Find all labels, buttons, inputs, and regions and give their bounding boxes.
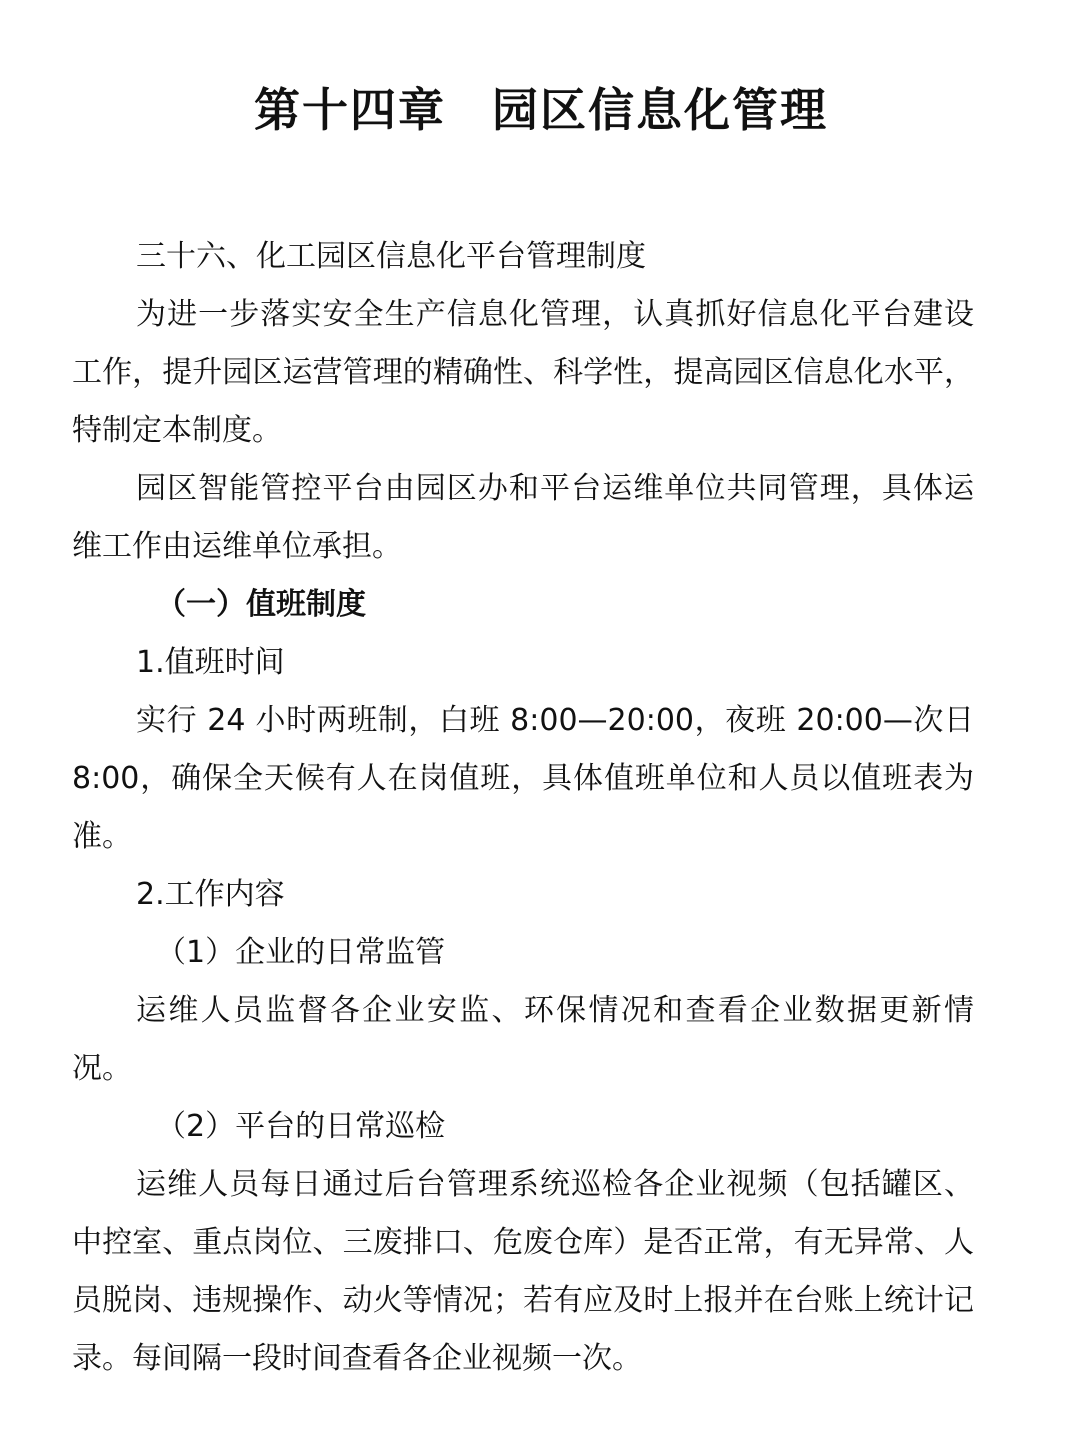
chapter-title [72, 78, 974, 142]
body-paragraph: 园区智能管控平台由园区办和平台运维单位共同管理，具体运维工作由运维单位承担。 [72, 471, 974, 564]
item-heading: 2.工作内容 [136, 877, 285, 912]
chapter-number: 第十四章 [254, 83, 446, 137]
body-paragraph: 运维人员每日通过后台管理系统巡检各企业视频（包括罐区、中控室、重点岗位、三废排口、危废仓库）是否正常，有无异常、人员脱岗、违规操作、动火等情况；若有应及时上报并在台账上统计记录。每间隔一段时间查看各企业视频一次。 [72, 1167, 974, 1376]
body-paragraph: 实行 24 小时两班制，白班 8:00—20:00，夜班 20:00—次日 8:00，确保全天候有人在岗值班，具体值班单位和人员以值班表为准。 [72, 703, 974, 854]
chapter-name: 园区信息化管理 [492, 83, 828, 137]
section-title: 三十六、化工园区信息化平台管理制度 [136, 239, 646, 274]
item-heading: 1.值班时间 [136, 645, 285, 680]
sub-item-heading: （1）企业的日常监管 [156, 935, 446, 970]
sub-item-heading: （2）平台的日常巡检 [156, 1109, 446, 1144]
body-paragraph: 运维人员监督各企业安监、环保情况和查看企业数据更新情况。 [72, 993, 974, 1086]
subsection-heading: （一）值班制度 [156, 587, 366, 622]
document-body [72, 228, 974, 1388]
body-paragraph: 为进一步落实安全生产信息化管理，认真抓好信息化平台建设工作，提升园区运营管理的精确性、科学性，提高园区信息化水平，特制定本制度。 [72, 297, 974, 448]
